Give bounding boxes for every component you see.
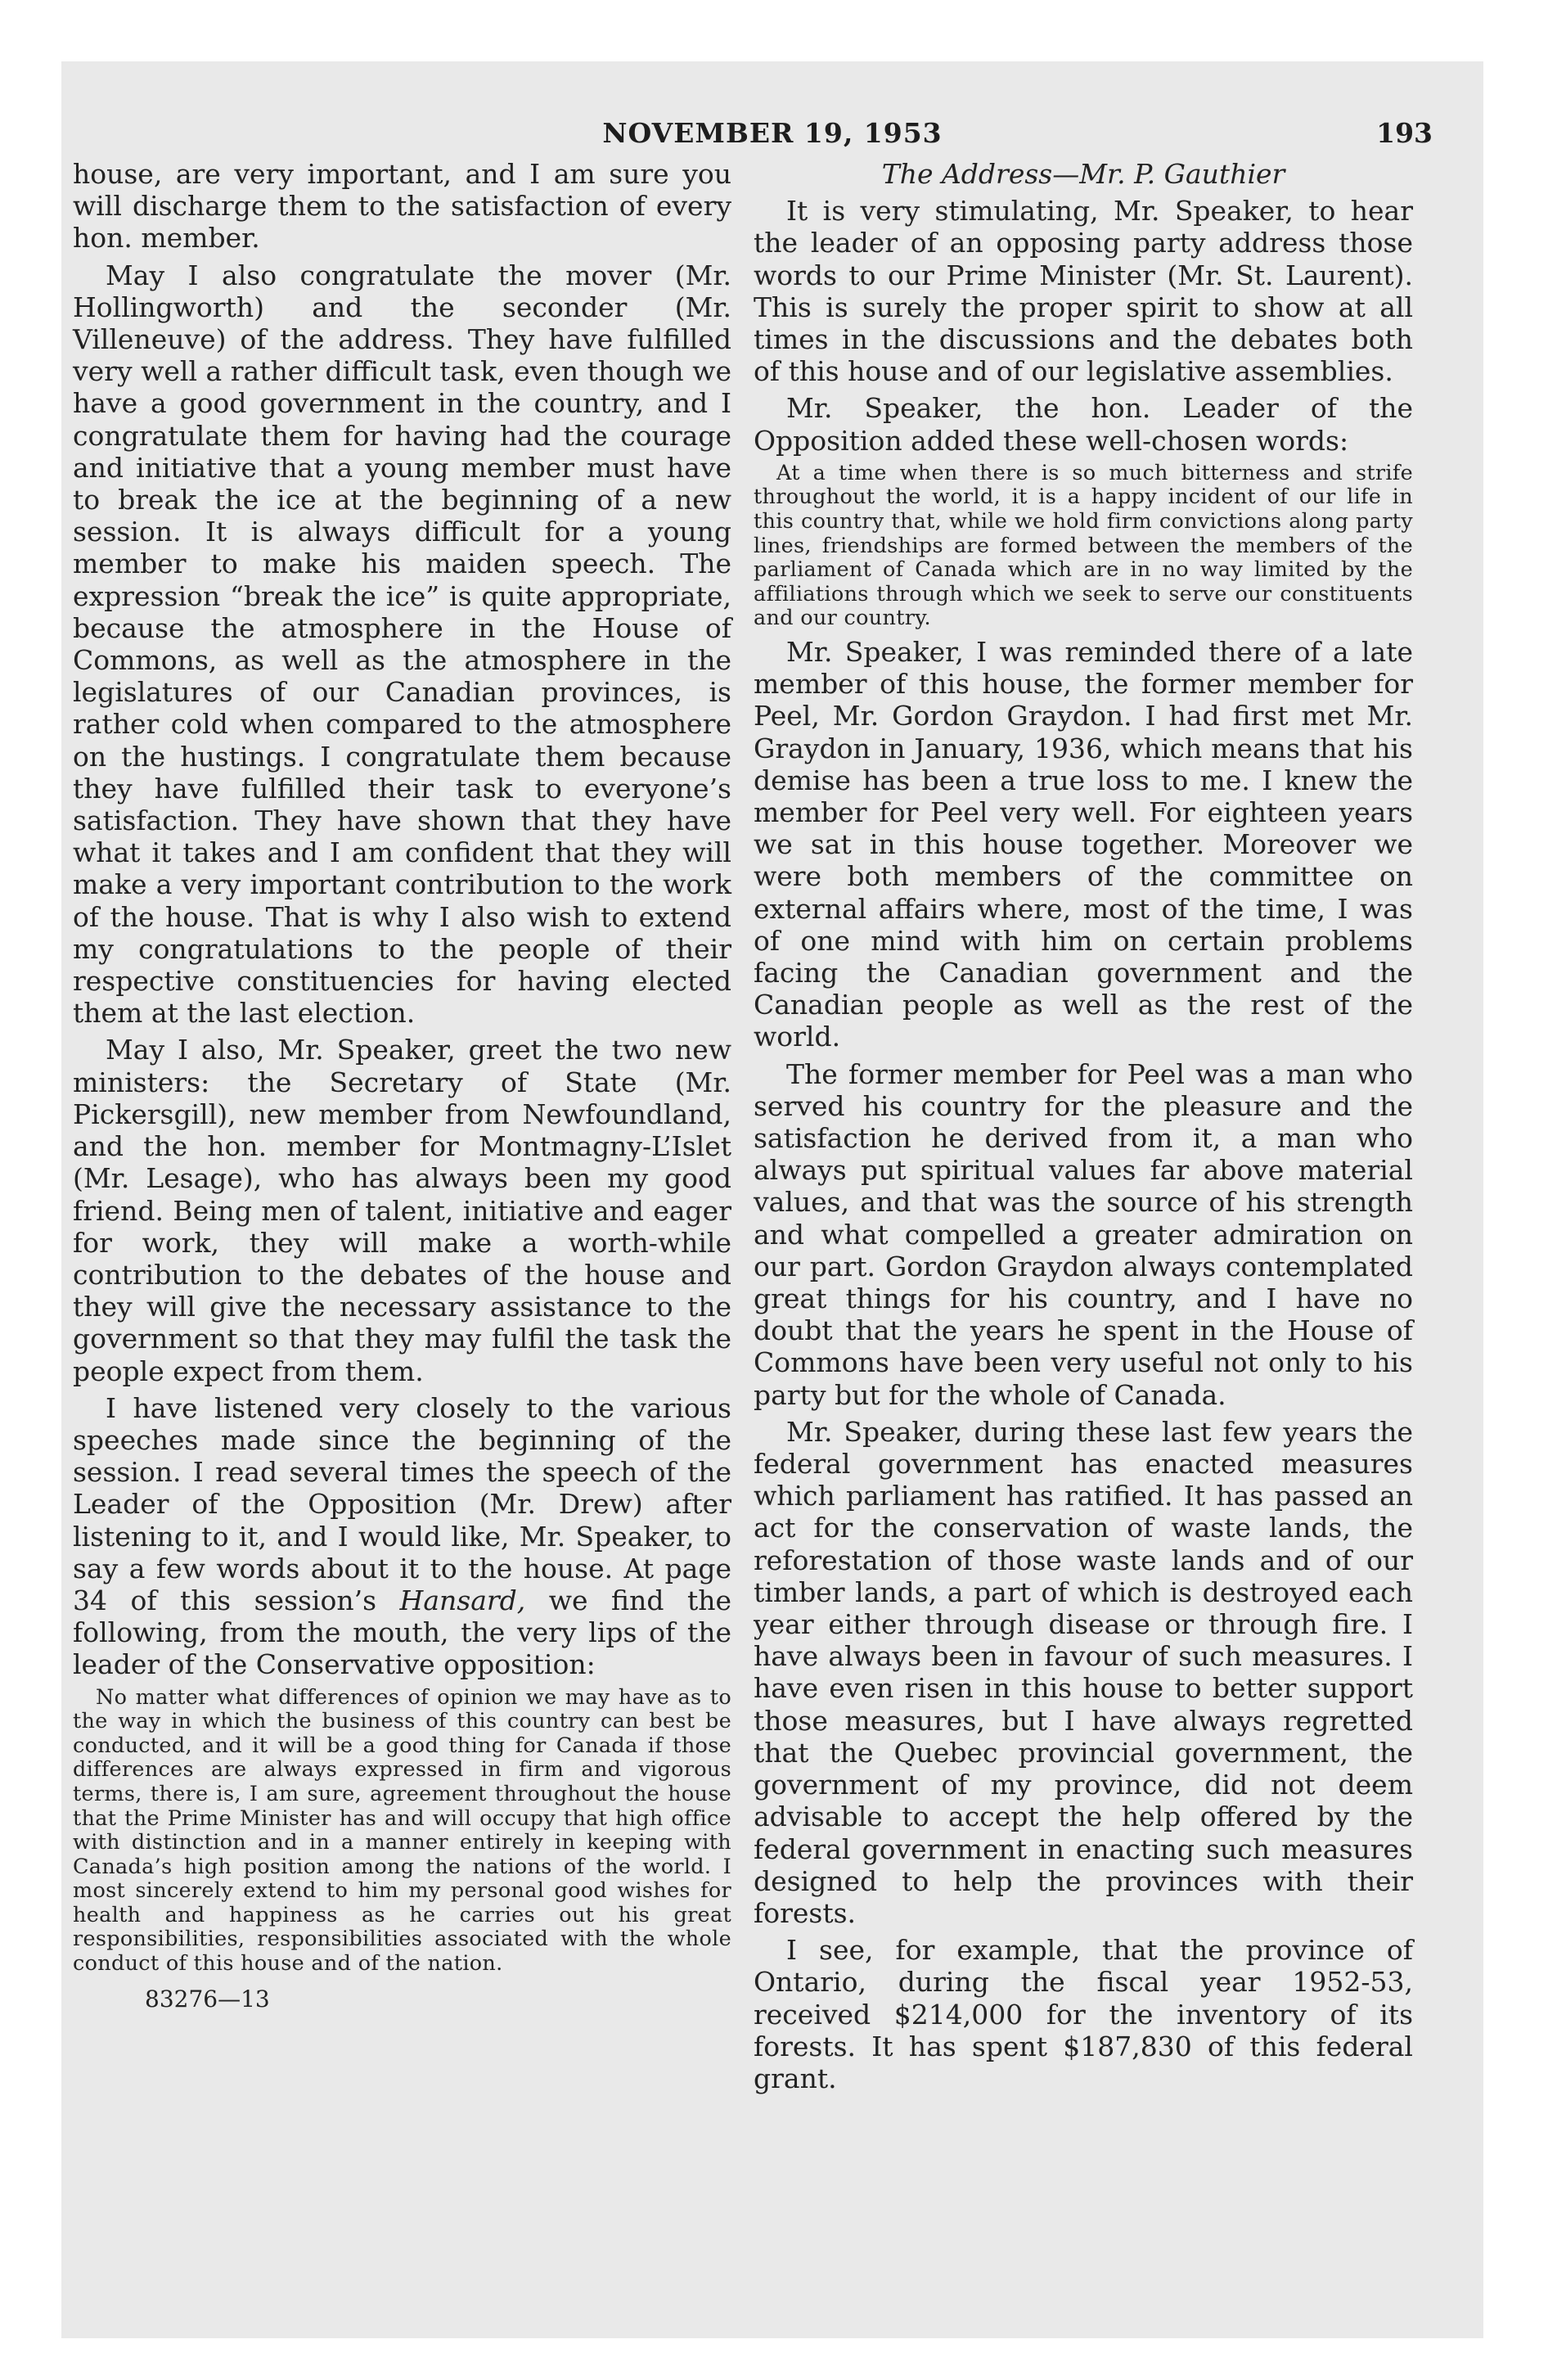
page	[61, 61, 1483, 2338]
hansard-title: Hansard,	[399, 1584, 526, 1616]
paragraph: May I also congratulate the mover (Mr. Hollingworth) and the seconder (Mr. Villeneuve) of the address. They have fulfilled very well a rather difficult task, even though we have a good government in the country, and I congratulate them for having had the courage and initiative that a young member must have to break the ice at the beginning of a new session. It is always difficult for a young member to make his maiden speech. The expression “break the ice” is quite appropriate, because the atmosphere in the House of Commons, as well as the atmosphere in the legislatures of our Canadian provinces, is rather cold when compared to the atmosphere on the hustings. I congratulate them because they have fulfilled their task to everyone’s satisfaction. They have shown that they have what it takes and I am confident that they will make a very important contribution to the work of the house. That is why I also wish to extend my congratulations to the people of their respective constituencies for having elected them at the last election.	[73, 259, 731, 1030]
block-quote: No matter what differences of opinion we may have as to the way in which the business of this country can best be conducted, and it will be a good thing for Canada if those differences are always expressed in firm and vigorous terms, there is, I am sure, agreement throughout the house that the Prime Minister has and will occupy that high office with distinction and in a manner entirely in keeping with Canada’s high position among the nations of the world. I most sincerely extend to him my personal good wishes for health and happiness as he carries out his great responsibilities, responsibilities associated with the whole conduct of this house and of the nation.	[73, 1684, 731, 1977]
paragraph: May I also, Mr. Speaker, greet the two new ministers: the Secretary of State (Mr. Pickersgill), new member from Newfoundland, and the hon. member for Montmagny-L’Islet (Mr. Lesage), who has always been my good friend. Being men of talent, initiative and eager for work, they will make a worth-while contribution to the debates of the house and they will give the necessary assistance to the government so that they may fulfil the task the people expect from them.	[73, 1034, 731, 1387]
header-date: NOVEMBER 19, 1953	[602, 117, 943, 149]
paragraph	[73, 1392, 731, 1681]
paragraph: house, are very important, and I am sure you will discharge them to the satisfaction of every hon. member.	[73, 158, 731, 255]
running-head: The Address—Mr. P. Gauthier	[881, 158, 1285, 190]
paragraph: I see, for example, that the province of Ontario, during the fiscal year 1952-53, received $214,000 for the inventory of its forests. It has spent $187,830 of this federal grant.	[754, 1934, 1413, 2094]
paragraph: Mr. Speaker, I was reminded there of a late member of this house, the former member for Peel, Mr. Gordon Graydon. I had first met Mr. Graydon in January, 1936, which means that his demise has been a true loss to me. I knew the member for Peel very well. For eighteen years we sat in this house together. Moreover we were both members of the committee on external affairs where, most of the time, I was of one mind with him on certain problems facing the Canadian government and the Canadian people as well as the rest of the world.	[754, 635, 1413, 1053]
paragraph: It is very stimulating, Mr. Speaker, to hear the leader of an opposing party address those words to our Prime Minister (Mr. St. Laurent). This is surely the proper spirit to show at all times in the discussions and the debates both of this house and of our legislative assemblies.	[754, 195, 1413, 388]
block-quote: At a time when there is so much bitterness and strife throughout the world, it is a happy incident of our life in this country that, while we hold firm convictions along party lines, friendships are formed between the members of the parliament of Canada which are in no way limited by the affiliations through which we seek to serve our constituents and our country.	[754, 460, 1413, 631]
paragraph-text: I have listened very closely to the various speeches made since the beginning of the session. I read several times the speech of the Leader of the Opposition (Mr. Drew) after listening to it, and I would like, Mr. Speaker, to say a few words about it to the house. At page 34 of this session’s	[73, 1391, 731, 1616]
paragraph: The former member for Peel was a man who served his country for the pleasure and the satisfaction he derived from it, a man who always put spiritual values far above material values, and that was the source of his strength and what compelled a greater admiration on our part. Gordon Graydon always contemplated great things for his country, and I have no doubt that the years he spent in the House of Commons have been very useful not only to his party but for the whole of Canada.	[754, 1057, 1413, 1411]
paragraph: Mr. Speaker, the hon. Leader of the Opposition added these well-chosen words:	[754, 392, 1413, 457]
printer-mark: 83276—13	[145, 1985, 270, 2013]
right-column	[754, 158, 1413, 2094]
left-column	[73, 158, 731, 2015]
page-header	[61, 117, 1483, 153]
paragraph-text: we find the following, from the mouth, the very lips of the leader of the Conservative opposition:	[73, 1584, 731, 1681]
paragraph: Mr. Speaker, during these last few years the federal government has enacted measures which parliament has ratified. It has passed an act for the conservation of waste lands, the reforestation of those waste lands and of our timber lands, a part of which is destroyed each year either through disease or through fire. I have always been in favour of such measures. I have even risen in this house to better support those measures, but I have always regretted that the Quebec provincial government, the government of my province, did not deem advisable to accept the help offered by the federal government in enacting such measures designed to help the provinces with their forests.	[754, 1415, 1413, 1929]
page-number: 193	[1376, 117, 1433, 149]
